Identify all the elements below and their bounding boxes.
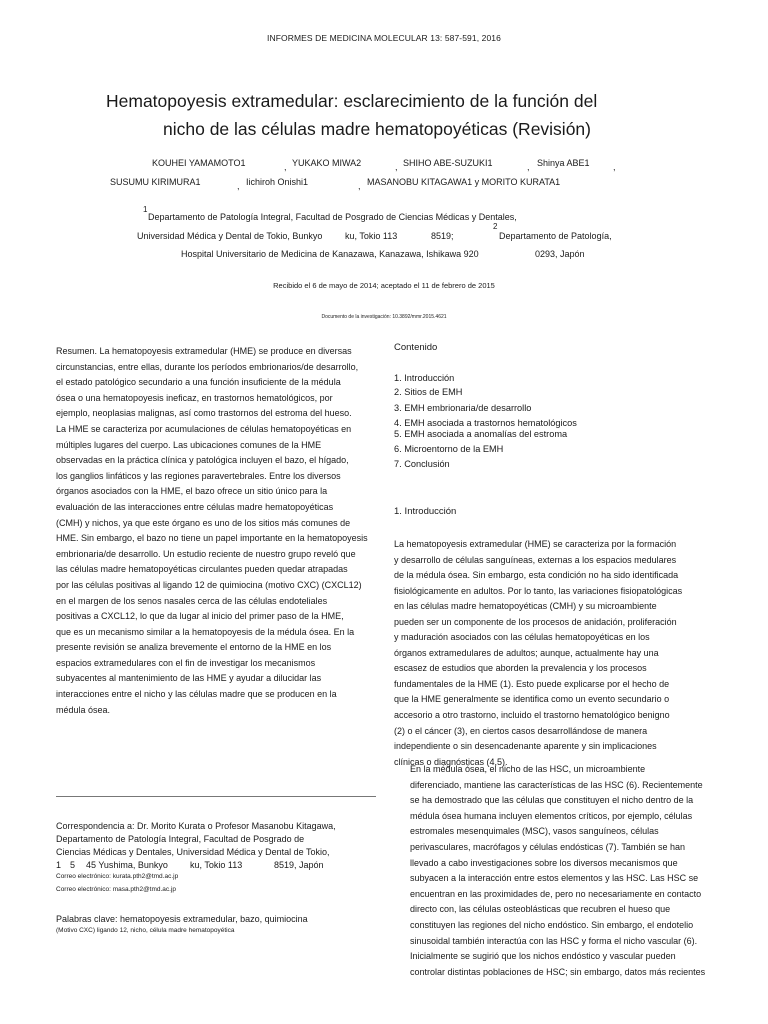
affiliation-line: 0293, Japón — [535, 249, 585, 259]
body-line: diferenciado, mantiene las características de las HSC (6). Recientemente — [410, 779, 703, 790]
body-line: sinusoidal también interactúa con las HSC y forma el nicho vascular (6). — [410, 935, 698, 946]
body-line: escasez de estudios que aborden la prevalencia y los procesos — [394, 663, 647, 674]
body-line: La hematopoyesis extramedular (HME) se caracteriza por la formación — [394, 539, 677, 549]
abstract-line: ejemplo, neoplasias malignas, así como trastornos del estroma del hueso. — [56, 408, 352, 419]
abstract-line: La HME se caracteriza por acumulaciones de células hematopoyéticas en — [56, 423, 352, 434]
author-name: Shinya ABE1 — [537, 158, 590, 168]
body-line: fisiológicamente en adultos. Por lo tanto, las variaciones fisiopatológicas — [394, 585, 683, 596]
correspondence-address: 8519, Japón — [274, 860, 324, 870]
body-line: independiente o sin desencadenante aparente y sin implicaciones — [394, 741, 657, 752]
affiliation-marker: 2 — [493, 222, 498, 231]
email-line[interactable]: Correo electrónico: kurata.pth2@tmd.ac.jp — [56, 873, 179, 880]
keywords-line: Palabras clave: hematopoyesis extramedular, bazo, quimiocina — [56, 914, 308, 924]
introduction-paragraph — [394, 537, 682, 770]
article-title-line-1: Hematopoyesis extramedular: esclarecimiento de la función del — [106, 91, 598, 111]
contents-item[interactable]: 2. Sitios de EMH — [394, 387, 463, 397]
abstract-line: ósea o una hematopoyesis ineficaz, en trastornos hematológicos, por — [56, 392, 333, 403]
abstract-line: Resumen. La hematopoyesis extramedular (HME) se produce en diversas — [56, 346, 352, 356]
doi-line: Documento de la investigación: 10.3892/mmr.2015.4621 — [321, 314, 447, 320]
abstract-line: interacciones entre el nicho y las células madre que se producen en la — [56, 689, 337, 700]
keywords-line: (Motivo CXC) ligando 12, nicho, célula madre hematopoyética — [56, 927, 235, 934]
author-separator: , — [358, 181, 361, 191]
abstract-line: las células madre hematopoyéticas circulantes pueden quedar atrapadas — [56, 564, 348, 575]
affiliation-line: Universidad Médica y Dental de Tokio, Bunkyo — [137, 231, 323, 241]
hsc-niche-paragraph — [394, 762, 705, 980]
body-line: subyacen a la interacción entre estos elementos y las HSC. Las HSC se — [410, 873, 699, 884]
body-line: de la médula ósea. Sin embargo, esta condición no ha sido identificada — [394, 570, 679, 581]
affiliation-line: ku, Tokio 113 — [345, 231, 398, 241]
article-title-line-2: nicho de las células madre hematopoyéticas (Revisión) — [163, 119, 591, 139]
contents-list — [394, 373, 577, 474]
body-line: constituyen las regiones del nicho endóstico. Sin embargo, el endotelio — [410, 919, 694, 930]
correspondence-line: Correspondencia a: Dr. Morito Kurata o Profesor Masanobu Kitagawa, — [56, 821, 336, 831]
body-line: se ha demostrado que las células que constituyen el nicho dentro de la — [410, 795, 694, 806]
abstract-line: órganos asociados con la HME, el bazo ofrece un sitio único para la — [56, 486, 328, 497]
correspondence-line: Ciencias Médicas y Dentales, Universidad Médica y Dental de Tokio, — [56, 847, 330, 857]
affiliation-line: 8519; — [431, 231, 454, 241]
abstract-line: múltiples lugares del cuerpo. Las ubicaciones comunes de la HME — [56, 439, 322, 450]
abstract-line: (CMH) y nichos, ya que este órgano es uno de los sitios más comunes de — [56, 517, 351, 528]
abstract-line: circunstancias, entre ellas, durante los períodos embrionarios/de desarrollo, — [56, 361, 359, 372]
correspondence-address-number: 5 — [70, 860, 76, 870]
abstract-line: HME. Sin embargo, el bazo no tiene un papel importante en la hematopoyesis — [56, 533, 368, 544]
correspondence-address: ku, Tokio 113 — [190, 860, 243, 870]
body-line: controlar distintas poblaciones de HSC; sin embargo, datos más recientes — [410, 966, 706, 977]
body-line: accesorio a otro trastorno, incluido el trastorno hematológico benigno — [394, 710, 670, 721]
body-line: clínicas o diagnósticas (4,5). — [394, 756, 508, 767]
body-line: y maduración asociados con las células hematopoyéticas en los — [394, 632, 650, 643]
abstract-line: embrionaria/de desarrollo. Un estudio reciente de nuestro grupo reveló que — [56, 548, 356, 559]
abstract-line: que es un mecanismo similar a la hematopoyesis de la médula ósea. En la — [56, 626, 355, 637]
author-name: KOUHEI YAMAMOTO1 — [152, 158, 246, 168]
author-separator: , — [395, 162, 398, 172]
contents-item[interactable]: 4. EMH asociada a trastornos hematológicos — [394, 418, 577, 428]
author-name: YUKAKO MIWA2 — [292, 158, 362, 168]
body-line: Inicialmente se sugirió que los nichos endóstico y vascular pueden — [410, 951, 676, 962]
body-line: y desarrollo de células sanguíneas, externas a los espacios medulares — [394, 554, 677, 565]
abstract-line: observadas en la práctica clínica y patológica incluyen el bazo, el hígado, — [56, 455, 349, 466]
affiliation-marker: 1 — [143, 205, 148, 214]
author-separator: , — [284, 162, 287, 172]
author-separator: , — [237, 181, 240, 191]
abstract-line: subyacentes al mantenimiento de las HME y ayudar a dilucidar las — [56, 673, 322, 684]
abstract — [56, 344, 368, 718]
contents-item[interactable]: 3. EMH embrionaria/de desarrollo — [394, 403, 532, 413]
contents-item[interactable]: 1. Introducción — [394, 373, 455, 383]
affiliation-line: Departamento de Patología, — [499, 231, 612, 241]
author-name: SUSUMU KIRIMURA1 — [110, 177, 201, 187]
correspondence-address-number: 1 — [56, 860, 62, 870]
abstract-line: evaluación de las interacciones entre células madre hematopoyéticas — [56, 501, 334, 512]
correspondence — [56, 820, 336, 859]
body-line: directo con, las células osteoblásticas que recubren el hueso que — [410, 904, 671, 915]
body-line: En la médula ósea, el nicho de las HSC, un microambiente — [410, 764, 646, 774]
contents-item[interactable]: 7. Conclusión — [394, 459, 450, 469]
received-dates: Recibido el 6 de mayo de 2014; aceptado el 11 de febrero de 2015 — [273, 281, 495, 290]
body-line: perivasculares, macrófagos y células endósticas (7). También se han — [410, 841, 685, 852]
abstract-line: el estado patológico secundario a una función insuficiente de la médula — [56, 377, 341, 388]
contents-item[interactable]: 6. Microentorno de la EMH — [394, 444, 504, 454]
author-name: MASANOBU KITAGAWA1 y MORITO KURATA1 — [367, 177, 561, 187]
author-name: Iichiroh Onishi1 — [246, 177, 309, 187]
abstract-line: por las células positivas al ligando 12 de quimiocina (motivo CXC) (CXCL12) — [56, 579, 362, 590]
body-line: fundamentales de la HME (1). Esto puede explicarse por el hecho de — [394, 678, 670, 689]
body-line: pueden ser un componente de los procesos de anidación, proliferación — [394, 616, 677, 627]
abstract-line: los ganglios linfáticos y las regiones paravertebrales. Entre los diversos — [56, 470, 341, 481]
body-line: estromales mesenquimales (MSC), vasos sanguíneos, células — [410, 826, 659, 837]
contents-heading: Contenido — [394, 342, 438, 353]
body-line: (2) o el cáncer (3), en ciertos casos desarrollándose de manera — [394, 725, 648, 736]
body-line: en las células madre hematopoyéticas (CMH) y su microambiente — [394, 601, 657, 612]
journal-header: INFORMES DE MEDICINA MOLECULAR 13: 587-591, 2016 — [267, 33, 501, 43]
abstract-line: en el margen de los senos nasales cerca de las células endoteliales — [56, 595, 328, 606]
affiliation-line: Departamento de Patología Integral, Facultad de Posgrado de Ciencias Médicas y Dentales, — [148, 212, 517, 222]
abstract-line: positivas a CXCL12, lo que da lugar al inicio del primer paso de la HME, — [56, 611, 344, 622]
body-line: órganos extramedulares de adultos; aunque, actualmente hay una — [394, 647, 659, 658]
footnote-divider — [56, 796, 376, 797]
body-line: encuentran en las proximidades de, pero no necesariamente en contacto — [410, 888, 702, 899]
abstract-line: presente revisión se analiza brevemente el entorno de la HME en los — [56, 642, 332, 653]
affiliation-line: Hospital Universitario de Medicina de Kanazawa, Kanazawa, Ishikawa 920 — [181, 249, 479, 259]
author-separator: , — [527, 162, 530, 172]
contents-item[interactable]: 5. EMH asociada a anomalías del estroma — [394, 429, 568, 439]
body-line: médula ósea humana incluyen elementos críticos, por ejemplo, células — [410, 810, 693, 821]
email-line[interactable]: Correo electrónico: masa.pth2@tmd.ac.jp — [56, 886, 177, 893]
body-line: llevado a cabo investigaciones sobre los diversos mecanismos que — [410, 857, 678, 868]
correspondence-address: 45 Yushima, Bunkyo — [86, 860, 168, 870]
correspondence-line: Departamento de Patología Integral, Facultad de Posgrado de — [56, 834, 305, 844]
abstract-line: espacios extramedulares con el fin de investigar los mecanismos — [56, 657, 316, 668]
abstract-line: médula ósea. — [56, 704, 111, 715]
author-separator: , — [613, 162, 616, 172]
section-heading: 1. Introducción — [394, 506, 457, 517]
author-name: SHIHO ABE-SUZUKI1 — [403, 158, 493, 168]
body-line: que la HME generalmente se identifica como un evento secundario o — [394, 694, 670, 705]
